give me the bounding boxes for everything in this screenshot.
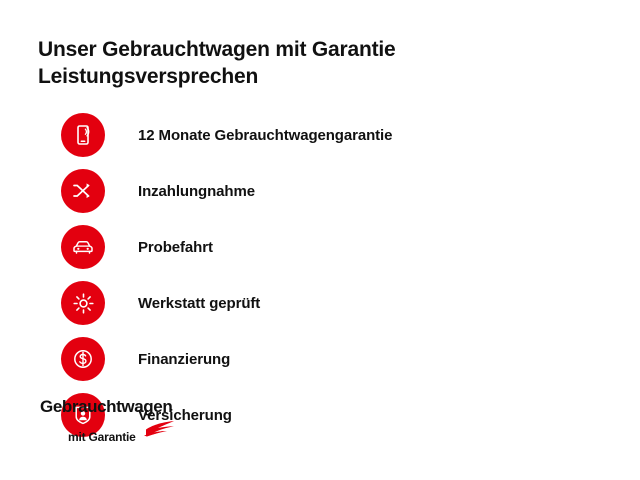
- brand-logo: [40, 398, 290, 444]
- feature-label: Werkstatt geprüft: [138, 294, 261, 312]
- swoosh-icon: [142, 416, 190, 443]
- feature-label: Inzahlungnahme: [138, 182, 255, 200]
- shuffle-arrows-icon: [61, 169, 105, 213]
- feature-label: 12 Monate Gebrauchtwagengarantie: [138, 126, 393, 144]
- dollar-icon: [61, 337, 105, 381]
- brand-logo-line-1: Gebrauchtwagen: [40, 397, 173, 417]
- list-item: [38, 335, 606, 384]
- feature-label: Probefahrt: [138, 238, 213, 256]
- page-title-line-1: Unser Gebrauchtwagen mit Garantie: [38, 38, 396, 61]
- car-icon: [61, 225, 105, 269]
- feature-label: Versicherung: [138, 406, 232, 424]
- list-item: [38, 223, 606, 272]
- feature-list: [38, 111, 606, 440]
- list-item: [38, 111, 606, 160]
- page-title-line-2: Leistungsversprechen: [38, 65, 259, 89]
- gear-icon: [61, 281, 105, 325]
- smartphone-icon: [61, 113, 105, 157]
- list-item: [38, 167, 606, 216]
- brand-logo-bottom-row: [40, 416, 290, 444]
- list-item: [38, 279, 606, 328]
- feature-label: Finanzierung: [138, 350, 231, 368]
- page-title: [38, 36, 508, 91]
- brand-logo-line-2: mit Garantie: [68, 429, 136, 444]
